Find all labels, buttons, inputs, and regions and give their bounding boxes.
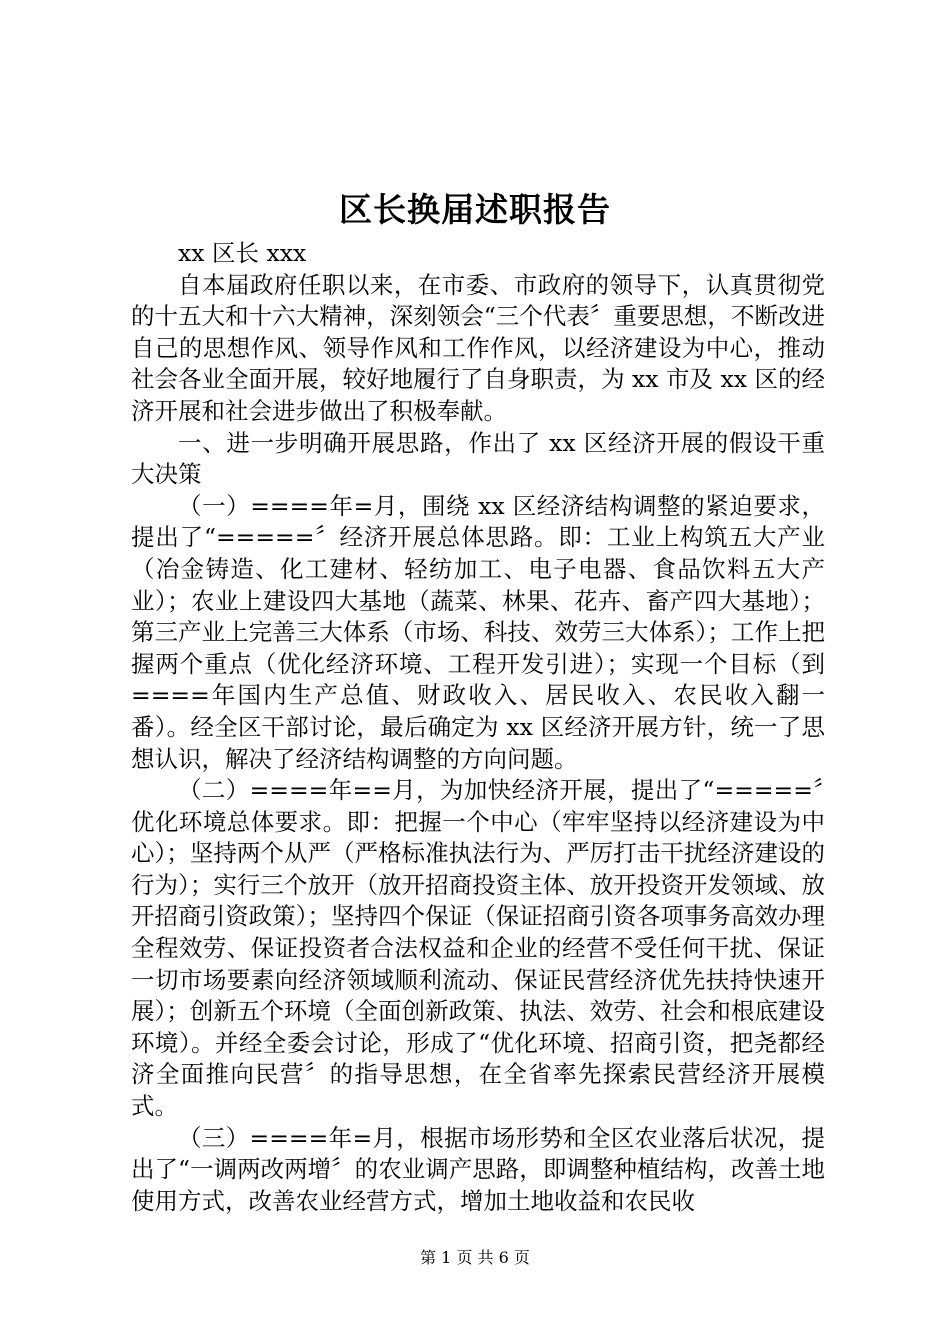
document-body [131, 238, 825, 1217]
paragraph-item-1: （一）====年=月，围绕 xx 区经济结构调整的紧迫要求，提出了“=====〞经济开展总体思路。即：工业上构筑五大产业（冶金铸造、化工建材、轻纺加工、电子电器、食品饮料五大产业）；农业上建设四大基地（蔬菜、林果、花卉、畜产四大基地）；第三产业上完善三大体系（市场、科技、效劳三大体系）；工作上把握两个重点（优化经济环境、工程开发引进）；实现一个目标（到====年国内生产总值、财政收入、居民收入、农民收入翻一番）。经全区干部讨论，最后确定为 xx 区经济开展方针，统一了思想认识，解决了经济结构调整的方向问题。 [131, 491, 825, 773]
paragraph-item-2: （二）====年==月，为加快经济开展，提出了“=====〞优化环境总体要求。即：把握一个中心（牢牢坚持以经济建设为中心）；坚持两个从严（严格标准执法行为、严厉打击干扰经济建设的行为）；实行三个放开（放开招商投资主体、放开投资开发领域、放开招商引资政策）；坚持四个保证（保证招商引资各项事务高效办理全程效劳、保证投资者合法权益和企业的经营不受任何干扰、保证一切市场要素向经济领域顺利流动、保证民营经济优先扶持快速开展）；创新五个环境（全面创新政策、执法、效劳、社会和根底建设环境）。并经全委会讨论，形成了“优化环境、招商引资，把尧都经济全面推向民营〞的指导思想，在全省率先探索民营经济开展模式。 [131, 776, 825, 1121]
page-footer: 第 1 页 共 6 页 [420, 1248, 530, 1267]
paragraph-intro: 自本届政府任职以来，在市委、市政府的领导下，认真贯彻党的十五大和十六大精神，深刻领会“三个代表〞重要思想，不断改进自己的思想作风、领导作风和工作作风，以经济建设为中心，推动社会各业全面开展，较好地履行了自身职责，为 xx 市及 xx 区的经济开展和社会进步做出了积极奉献。 [131, 270, 825, 425]
document-title: 区长换届述职报告 [339, 190, 611, 229]
section-heading-1: 一、进一步明确开展思路，作出了 xx 区经济开展的假设干重大决策 [131, 428, 825, 489]
author-line: xx 区长 xxx [178, 239, 307, 267]
paragraph-item-3: （三）====年=月，根据市场形势和全区农业落后状况，提出了“一调两改两增〞的农业调产思路，即调整种植结构，改善土地使用方式，改善农业经营方式，增加土地收益和农民收 [131, 1123, 825, 1215]
